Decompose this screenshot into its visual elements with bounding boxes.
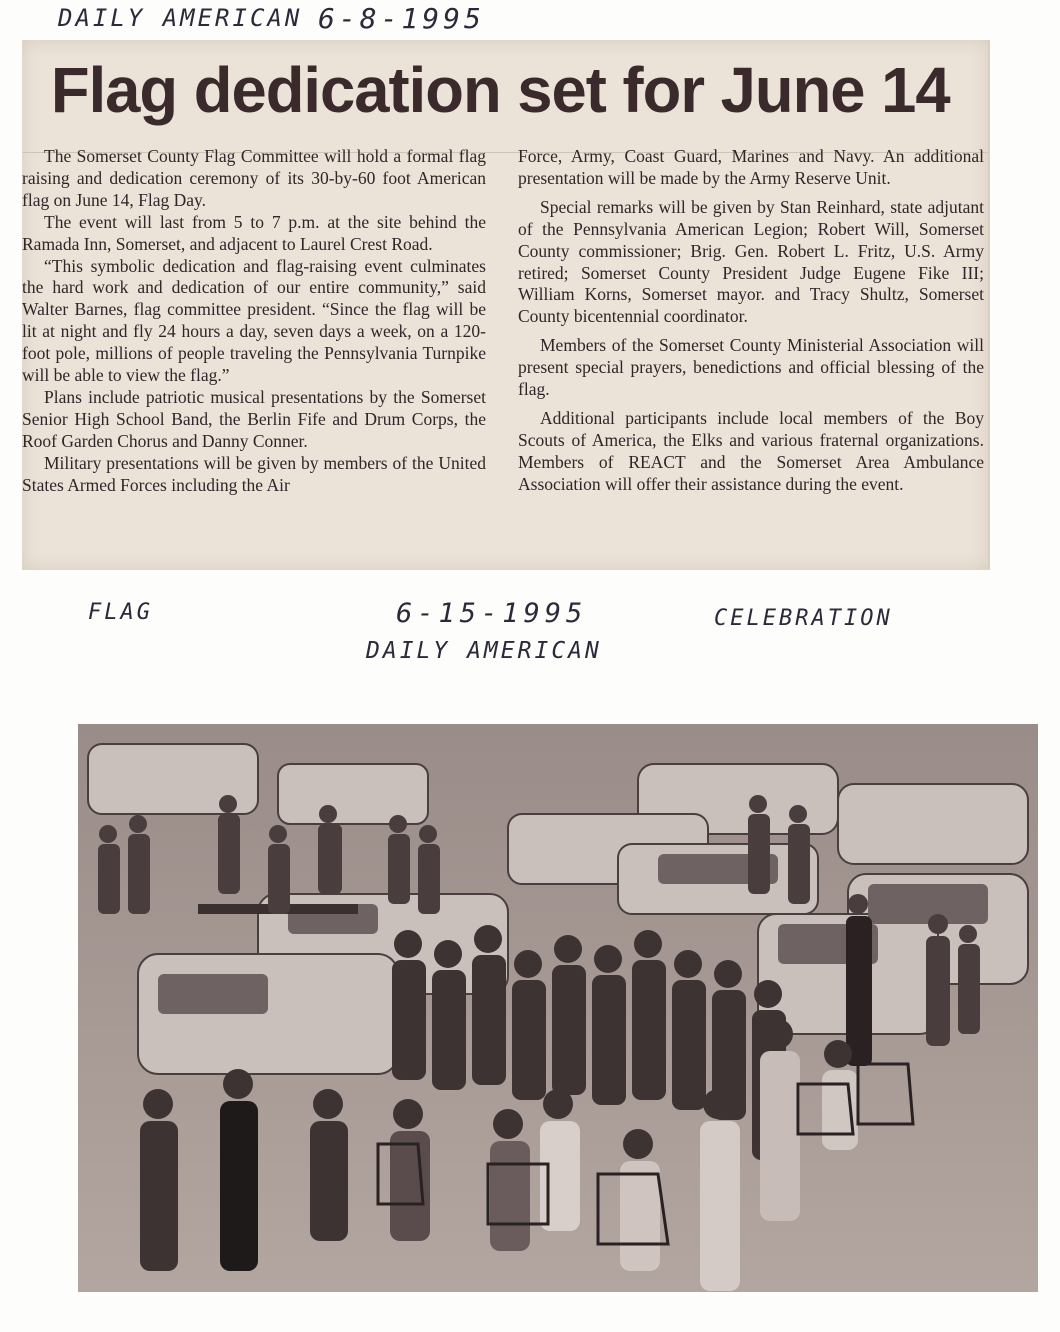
- handwritten-source-top: DAILY AMERICAN: [58, 4, 303, 32]
- handwritten-flag: FLAG: [88, 600, 153, 625]
- crowd-photo-illustration: [78, 724, 1038, 1292]
- handwritten-celebration: CELEBRATION: [714, 606, 893, 631]
- article-paragraph: “This symbolic dedication and flag-raising event culminates the hard work and dedication of our entire community,” said Walter Barnes, flag committee president. “Since the flag will be lit at night and fly 24 hours a day, seven days a week, on a 120-foot pole, millions of people traveling the Pennsylvania Turnpike will be able to view the flag.”: [22, 255, 486, 386]
- newspaper-clipping: [22, 40, 990, 570]
- article-paragraph: The Somerset County Flag Committee will hold a formal flag raising and dedication ceremony of its 30-by-60 foot American flag on June 14, Flag Day.: [22, 146, 486, 210]
- article-paragraph: The event will last from 5 to 7 p.m. at the site behind the Ramada Inn, Somerset, and adjacent to Laurel Crest Road.: [22, 211, 486, 254]
- article-paragraph: Military presentations will be given by members of the United States Armed Forces including the Air: [22, 452, 486, 495]
- article-paragraph: Plans include patriotic musical presentations by the Somerset Senior High School Band, the Berlin Fife and Drum Corps, the Roof Garden Chorus and Danny Conner.: [22, 386, 486, 451]
- handwritten-date-second: 6-15-1995: [396, 598, 588, 629]
- handwritten-source-second: DAILY AMERICAN: [366, 638, 602, 664]
- crowd-photo: [78, 724, 1038, 1292]
- article-column-left: [22, 146, 486, 497]
- article-paragraph: Additional participants include local members of the Boy Scouts of America, the Elks and various fraternal organizations. Members of REACT and the Somerset Area Ambulance Association will offer their assistance during the event.: [518, 407, 984, 494]
- article-paragraph: Force, Army, Coast Guard, Marines and Navy. An additional presentation will be made by the Army Reserve Unit.: [518, 146, 984, 188]
- article-headline: Flag dedication set for June 14: [50, 54, 950, 126]
- article-paragraph: Special remarks will be given by Stan Reinhard, state adjutant of the Pennsylvania American Legion; Robert Will, Somerset County commissioner; Brig. Gen. Robert L. Fritz, U.S. Army retired; Somerset County President Judge Eugene Fike III; William Korns, Somerset mayor. and Tracy Shultz, Somerset County bicentennial coordinator.: [518, 196, 984, 327]
- handwritten-date-top: 6-8-1995: [318, 2, 485, 35]
- article-paragraph: Members of the Somerset County Ministerial Association will present special prayers, benedictions and official blessing of the flag.: [518, 335, 984, 400]
- article-column-right: [518, 146, 984, 496]
